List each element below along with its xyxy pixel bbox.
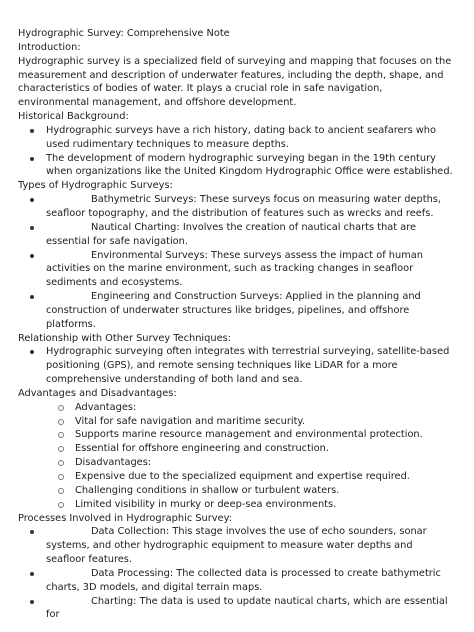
list-item: Limited visibility in murky or deep-sea environments. [18,498,454,512]
list-item-text: Environmental Surveys: These surveys assess the impact of human activities on the marine environment, such as tracking changes in seafloor sediments and ecosystems. [46,249,423,289]
section-heading-relationship: Relationship with Other Survey Techniques: [18,332,232,344]
section-heading-processes: Processes Involved in Hydrographic Survey: [18,512,232,524]
document-title: Hydrographic Survey: Comprehensive Note [18,28,230,39]
list-item: Disadvantages: [18,456,454,470]
list-item [18,290,454,332]
types-list [18,193,454,331]
list-item: Essential for offshore engineering and construction. [18,442,454,456]
list-item-text: Bathymetric Surveys: These surveys focus on measuring water depths, seafloor topography, and the distribution of features such as wrecks and reefs. [46,194,441,219]
list-item [18,221,454,249]
list-item [18,193,454,221]
list-item [18,249,454,291]
list-item-text: Nautical Charting: Involves the creation of nautical charts that are essential for safe navigation. [46,221,417,247]
advantages-list [18,401,454,512]
introduction-paragraph: Hydrographic survey is a specialized field of surveying and mapping that focuses on the measurement and description of underwater features, including the depth, shape, and characteristics of bodies of water. It plays a crucial role in safe navigation, environmental management, and offshore development. [18,55,452,109]
processes-list [18,525,454,622]
list-item: Vital for safe navigation and maritime security. [18,415,454,429]
list-item-text: Data Collection: This stage involves the use of echo sounders, sonar systems, and other hydrographic equipment to measure water depths and seafloor features. [46,526,427,566]
list-item: Advantages: [18,401,454,415]
list-item: Expensive due to the specialized equipment and expertise required. [18,470,454,484]
list-item-text: Data Processing: The collected data is processed to create bathymetric charts, 3D models, and digital terrain maps. [46,567,441,593]
relationship-list [18,345,454,387]
history-list [18,124,454,179]
list-item [18,525,454,567]
list-item: Challenging conditions in shallow or turbulent waters. [18,484,454,498]
list-item [18,567,454,595]
section-heading-introduction: Introduction: [18,41,81,53]
section-heading-advantages: Advantages and Disadvantages: [18,387,177,399]
list-item-text: Engineering and Construction Surveys: Applied in the planning and construction of underwater structures like bridges, pipelines, and offshore platforms. [46,291,421,330]
list-item: Hydrographic surveys have a rich history, dating back to ancient seafarers who used rudimentary techniques to measure depths. [18,124,454,152]
section-heading-types: Types of Hydrographic Surveys: [18,180,173,192]
list-item: The development of modern hydrographic surveying began in the 19th century when organizations like the United Kingdom Hydrographic Office were established. [18,152,454,180]
list-item-text: Charting: The data is used to update nautical charts, which are essential for [46,595,448,621]
list-item: Supports marine resource management and environmental protection. [18,428,454,442]
section-heading-history: Historical Background: [18,111,129,123]
list-item: Hydrographic surveying often integrates with terrestrial surveying, satellite-based positioning (GPS), and remote sensing techniques like LiDAR for a more comprehensive understanding of both land and sea. [18,345,454,387]
list-item [18,595,454,623]
